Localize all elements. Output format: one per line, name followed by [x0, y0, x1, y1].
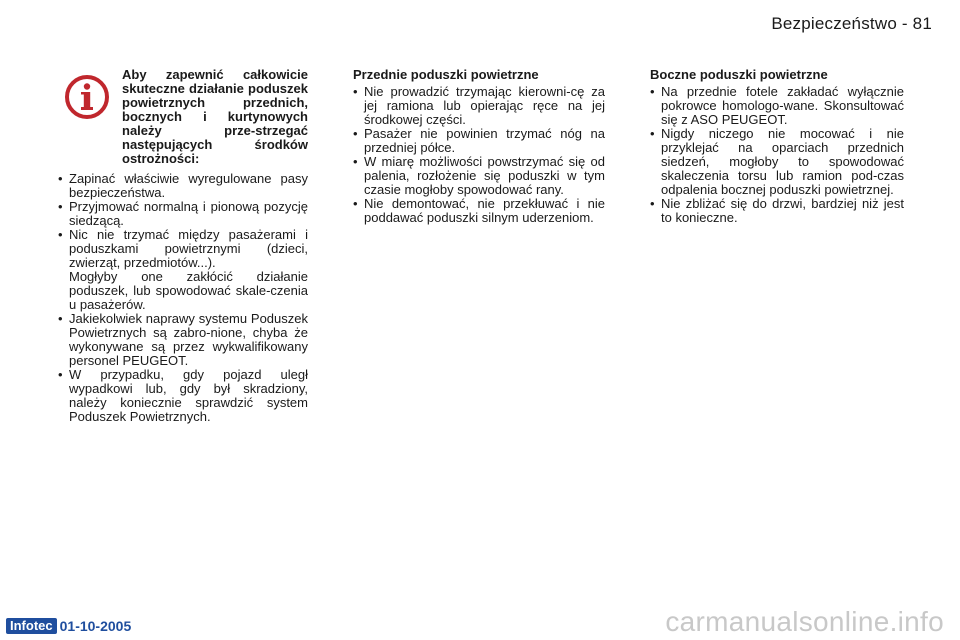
- list-item: • Jakiekolwiek naprawy systemu Poduszek Powietrznych są zabro-nione, chyba że wykonywane są przez wykwalifikowany personel PEUGEOT.: [58, 312, 308, 368]
- list-item: • Nie prowadzić trzymając kierowni-cę za jej ramiona lub opierając ręce na jej środkowej części.: [353, 85, 605, 127]
- footer-badge: [6, 618, 131, 634]
- section-heading: Przednie poduszki powietrzne: [353, 67, 539, 82]
- column-front-airbags: [353, 68, 605, 225]
- info-icon: [64, 74, 110, 120]
- publication-date: 01-10-2005: [59, 618, 132, 634]
- list-item-note: Mogłyby one zakłócić działanie poduszek, lub spowodować skale-czenia u pasażerów.: [69, 269, 308, 312]
- list-item: • W przypadku, gdy pojazd uległ wypadkowi lub, gdy był skradziony, należy koniecznie sprawdzić system Poduszek Powietrznych.: [58, 368, 308, 424]
- warning-block: [58, 68, 308, 166]
- list-item: • Pasażer nie powinien trzymać nóg na przedniej półce.: [353, 127, 605, 155]
- column-safety-precautions: [58, 68, 308, 424]
- list-item: • W miarę możliwości powstrzymać się od palenia, rozłożenie się poduszki w tym czasie mogłoby spowodować rany.: [353, 155, 605, 197]
- list-item: • Zapinać właściwie wyregulowane pasy bezpieczeństwa.: [58, 172, 308, 200]
- list-item: • Przyjmować normalną i pionową pozycję siedzącą.: [58, 200, 308, 228]
- precautions-list: [58, 172, 308, 424]
- list-item: • Nie zbliżać się do drzwi, bardziej niż jest to konieczne.: [650, 197, 904, 225]
- watermark: carmanualsonline.info: [665, 606, 944, 637]
- column-side-airbags: [650, 68, 904, 225]
- side-airbags-list: [650, 85, 904, 225]
- front-airbags-list: [353, 85, 605, 225]
- section-heading: Boczne poduszki powietrzne: [650, 67, 828, 82]
- list-item: [58, 228, 308, 312]
- list-item: • Nie demontować, nie przekłuwać i nie poddawać poduszki silnym uderzeniom.: [353, 197, 605, 225]
- infotec-logo: Infotec: [6, 618, 57, 634]
- list-item: • Nigdy niczego nie mocować i nie przyklejać na oparciach przednich siedzeń, mogłoby to spowodować skaleczenia torsu lub ramion pod-czas odpalenia bocznej poduszki powietrznej.: [650, 127, 904, 197]
- warning-text: Aby zapewnić całkowicie skuteczne działanie poduszek powietrznych przednich, bocznych i kurtynowych należy prze-strzegać następujących środków ostrożności:: [122, 67, 308, 166]
- page-title: Bezpieczeństwo - 81: [771, 14, 932, 33]
- list-item-text: Nic nie trzymać między pasażerami i poduszkami powietrznymi (dzieci, zwierząt, przedmiotów...).: [69, 227, 308, 270]
- list-item: • Na przednie fotele zakładać wyłącznie pokrowce homologo-wane. Skonsultować się z ASO PEUGEOT.: [650, 85, 904, 127]
